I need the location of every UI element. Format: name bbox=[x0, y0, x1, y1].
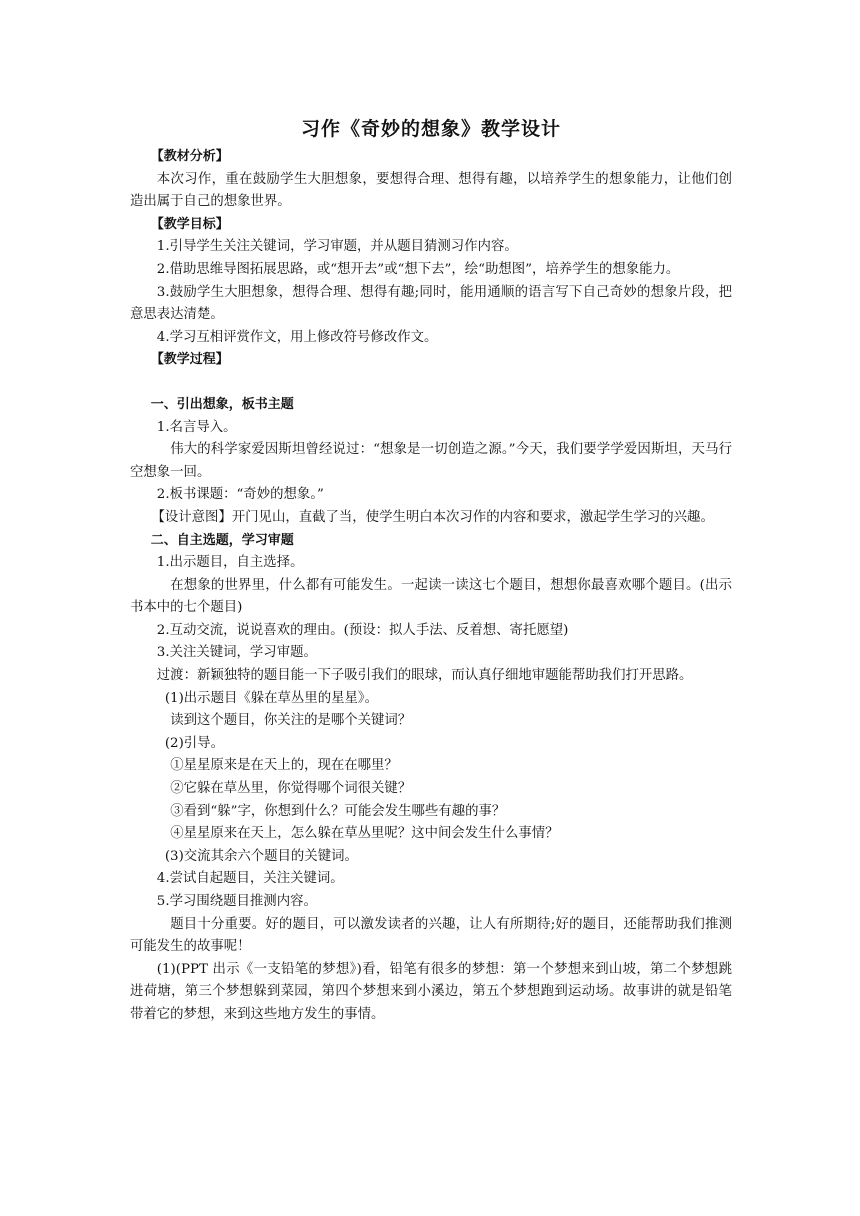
paragraph: 题目十分重要。好的题目，可以激发读者的兴趣，让人有所期待;好的题目，还能帮助我们推测可能发生的故事呢！ bbox=[130, 916, 732, 955]
paragraph: 在想象的世界里，什么都有可能发生。一起读一读这七个题目，想想你最喜欢哪个题目。(出示书本中的七个题目) bbox=[130, 577, 732, 616]
list-item: ③看到“躲”字，你想到什么？可能会发生哪些有趣的事？ bbox=[170, 803, 506, 819]
document-title: 习作《奇妙的想象》教学设计 bbox=[300, 118, 561, 140]
list-item: ②它躲在草丛里，你觉得哪个词很关键？ bbox=[170, 781, 412, 797]
paragraph: (2)引导。 bbox=[164, 735, 224, 751]
paragraph: 3.关注关键词，学习审题。 bbox=[156, 645, 317, 661]
paragraph: 4.尝试自起题目，关注关键词。 bbox=[156, 871, 344, 887]
goal-item: 3.鼓励学生大胆想象，想得合理、想得有趣;同时，能用通顺的语言写下自己奇妙的想象片段，把意思表达清楚。 bbox=[130, 284, 732, 323]
goal-item: 2.借助思维导图拓展思路，或“想开去”或“想下去”，绘“助想图”，培养学生的想象能力。 bbox=[156, 261, 680, 277]
blank-line bbox=[130, 372, 732, 394]
section-heading-material-analysis: 【教材分析】 bbox=[150, 149, 229, 164]
document-body bbox=[130, 112, 732, 1027]
goal-item: 4.学习互相评赏作文，用上修改符号修改作文。 bbox=[156, 329, 438, 345]
paragraph: 过渡：新颖独特的题目能一下子吸引我们的眼球，而认真仔细地审题能帮助我们打开思路。 bbox=[156, 668, 693, 684]
list-item: ④星星原来在天上，怎么躲在草丛里呢？这中间会发生什么事情？ bbox=[170, 826, 559, 842]
section-heading-teaching-goals: 【教学目标】 bbox=[150, 216, 229, 232]
subsection-heading: 二、自主选题，学习审题 bbox=[150, 532, 294, 548]
goal-item: 1.引导学生关注关键词，学习审题，并从题目猜测习作内容。 bbox=[156, 239, 518, 255]
paragraph: 本次习作，重在鼓励学生大胆想象，要想得合理、想得有趣，以培养学生的想象能力，让他们创造出属于自己的想象世界。 bbox=[130, 171, 732, 210]
design-intent: 【设计意图】开门见山，直截了当，使学生明白本次习作的内容和要求，激起学生学习的兴趣。 bbox=[151, 509, 714, 525]
paragraph: 2.互动交流，说说喜欢的理由。(预设：拟人手法、反着想、寄托愿望) bbox=[156, 622, 569, 638]
subsection-heading: 一、引出想象，板书主题 bbox=[150, 396, 294, 412]
section-heading-teaching-process: 【教学过程】 bbox=[150, 352, 229, 368]
paragraph: 5.学习围绕题目推测内容。 bbox=[156, 894, 317, 909]
paragraph: 读到这个题目，你关注的是哪个关键词？ bbox=[170, 713, 412, 729]
paragraph: (1)(PPT 出示《一支铅笔的梦想》)看，铅笔有很多的梦想：第一个梦想来到山坡，第二个梦想跳进荷塘，第三个梦想躲到菜园，第四个梦想来到小溪边，第五个梦想跑到运动场。故事讲的就是铅笔带着它的梦想，来到这些地方发生的事情。 bbox=[130, 961, 732, 1022]
paragraph: 1.出示题目，自主选择。 bbox=[156, 555, 304, 571]
paragraph: (3)交流其余六个题目的关键词。 bbox=[164, 848, 358, 864]
paragraph: 伟大的科学家爱因斯坦曾经说过：“想象是一切创造之源。”今天，我们要学学爱因斯坦，天马行空想象一回。 bbox=[130, 442, 732, 480]
paragraph: 2.板书课题：“奇妙的想象。” bbox=[156, 487, 324, 503]
paragraph: (1)出示题目《躲在草丛里的星星》。 bbox=[164, 690, 378, 706]
paragraph: 1.名言导入。 bbox=[156, 419, 237, 435]
list-item: ①星星原来是在天上的，现在在哪里？ bbox=[170, 758, 398, 774]
